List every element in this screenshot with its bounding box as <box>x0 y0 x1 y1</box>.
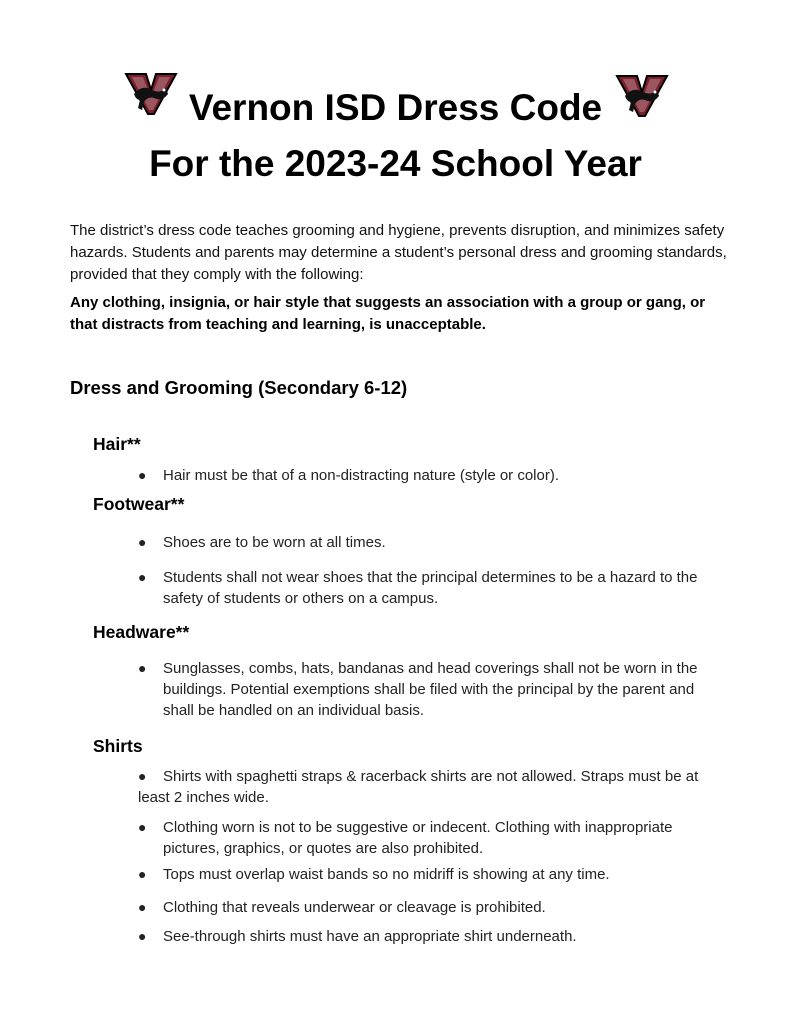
list-item: ● Tops must overlap waist bands so no midriff is showing at any time. <box>138 866 610 883</box>
bullet-icon: ● <box>138 660 147 676</box>
bullet-icon: ● <box>138 569 147 585</box>
list-item: ● See-through shirts must have an appropriate shirt underneath. <box>138 928 577 945</box>
section-heading: Dress and Grooming (Secondary 6-12) <box>70 377 408 398</box>
page-subtitle: For the 2023-24 School Year <box>149 143 642 184</box>
list-item: ● Shirts with spaghetti straps & racerback shirts are not allowed. Straps must be at least 2 inches wide. <box>138 768 699 806</box>
bullet-icon: ● <box>138 819 147 835</box>
gang-rule-paragraph: Any clothing, insignia, or hair style that suggests an association with a group or gang, or that distracts from teaching and learning, is unacceptable. <box>70 294 706 333</box>
bullet-icon: ● <box>138 928 147 944</box>
bullet-icon: ● <box>138 866 147 882</box>
page-title: Vernon ISD Dress Code <box>188 87 603 128</box>
bullet-icon: ● <box>138 768 147 784</box>
list-item: ● Clothing worn is not to be suggestive or indecent. Clothing with inappropriate pictures, graphics, or quotes are also prohibited. <box>138 819 673 857</box>
list-item: ● Clothing that reveals underwear or cleavage is prohibited. <box>138 899 546 916</box>
shirts-heading: Shirts <box>93 736 143 756</box>
list-item: ● Students shall not wear shoes that the principal determines to be a hazard to the safety of students or others on a campus. <box>138 569 698 607</box>
bullet-icon: ● <box>138 899 147 915</box>
footwear-heading: Footwear** <box>93 494 185 514</box>
list-item: ● Shoes are to be worn at all times. <box>138 534 386 551</box>
intro-paragraph: The district’s dress code teaches grooming and hygiene, prevents disruption, and minimizes safety hazards. Students and parents may determine a student’s personal dress and grooming standards, provided that they comply with the following: <box>70 222 727 283</box>
list-item: ● Hair must be that of a non-distracting nature (style or color). <box>138 467 560 484</box>
hair-heading: Hair** <box>93 434 141 454</box>
bullet-icon: ● <box>138 534 147 550</box>
headware-heading: Headware** <box>93 622 190 642</box>
list-item: ● Sunglasses, combs, hats, bandanas and head coverings shall not be worn in the buildings. Potential exemptions shall be filed with the principal by the parent and shall be handled on an individual basis. <box>138 660 698 719</box>
bullet-icon: ● <box>138 467 147 483</box>
